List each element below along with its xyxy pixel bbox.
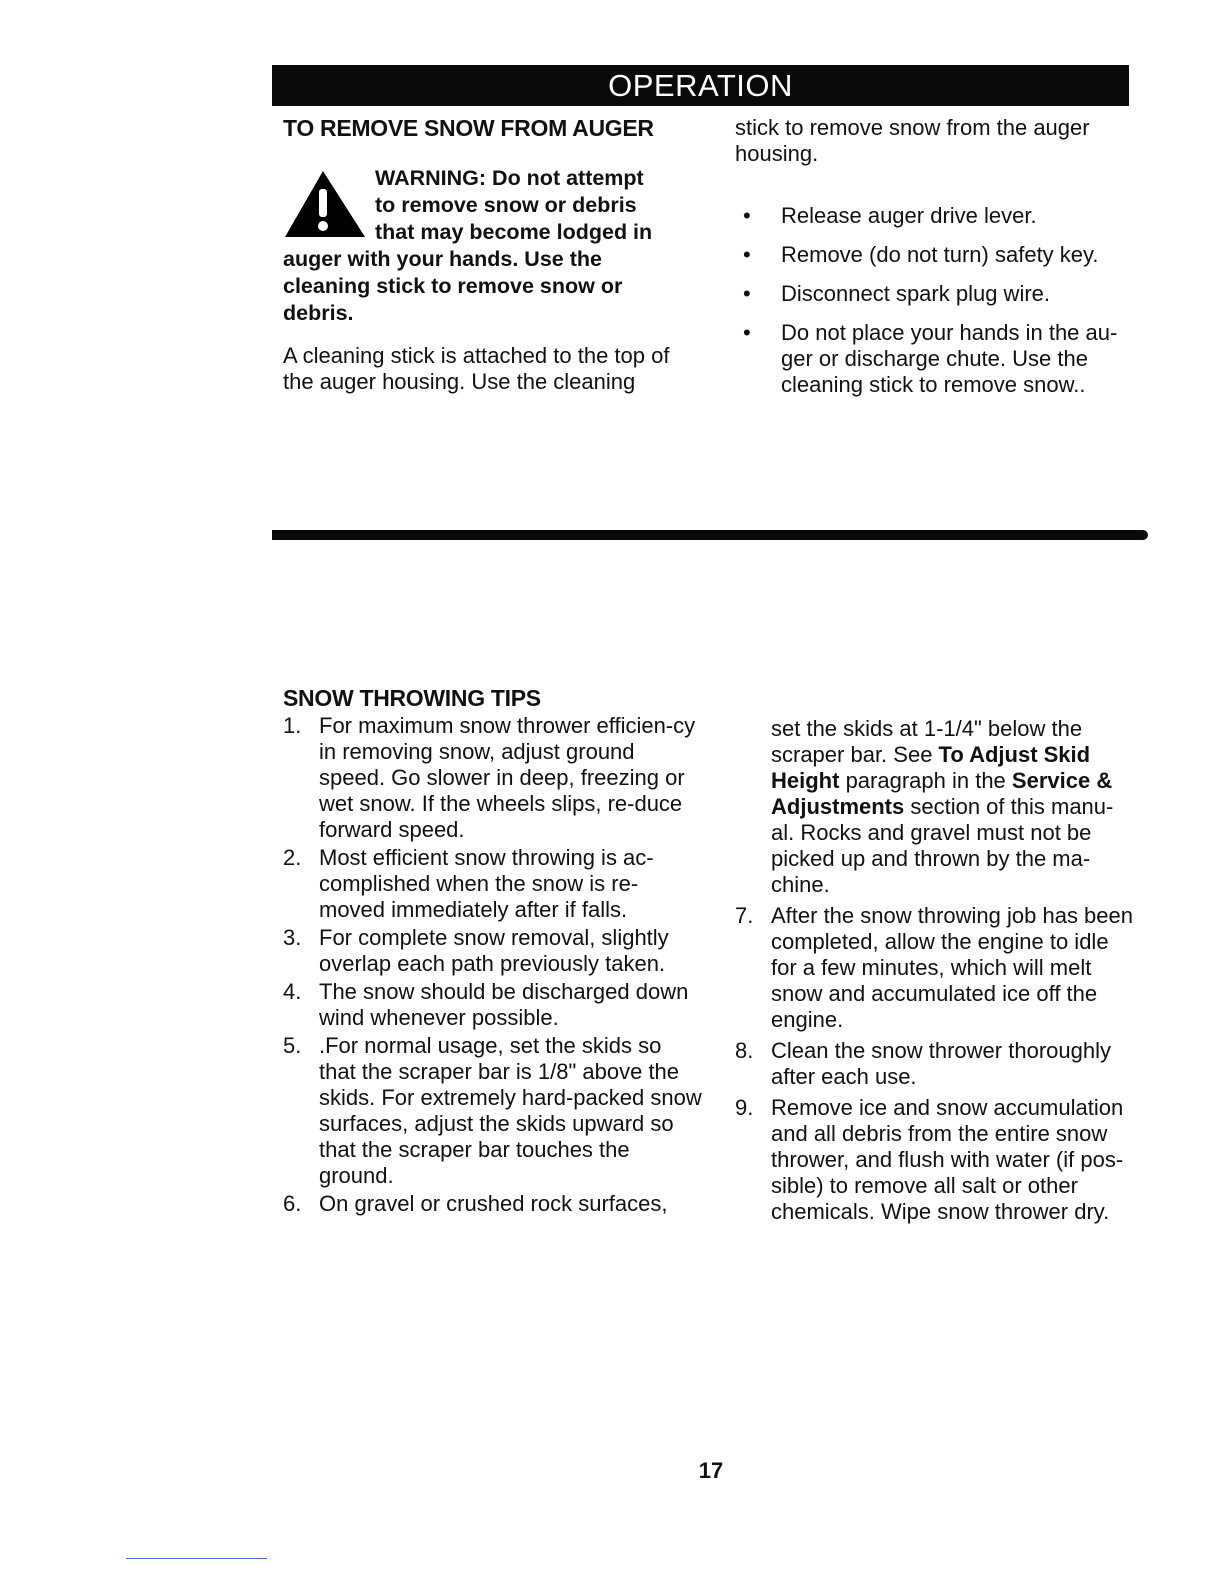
list-item: • Disconnect spark plug wire. xyxy=(735,281,1130,307)
list-item xyxy=(735,1095,1135,1225)
item-text: After the snow throwing job has been completed, allow the engine to idle for a few minutes, which will melt snow and accumulated ice off the engine. xyxy=(771,903,1134,1032)
item-text: set the skids at 1-1/4" below the scraper bar. See xyxy=(771,716,1083,767)
warning-line: WARNING: Do not attempt xyxy=(375,166,644,190)
item-6-continuation xyxy=(735,716,1135,898)
list-item xyxy=(283,845,703,923)
footer-line xyxy=(126,1558,267,1559)
section-divider xyxy=(272,530,1148,540)
list-item xyxy=(283,1191,703,1217)
tips-section-continued xyxy=(735,716,1135,1225)
item-number: 3. xyxy=(283,925,302,950)
item-number: 9. xyxy=(735,1095,754,1120)
list-item xyxy=(735,1038,1135,1090)
item-number: 7. xyxy=(735,903,754,928)
cleaning-stick-paragraph: A cleaning stick is attached to the top of the auger housing. Use the cleaning xyxy=(283,343,670,394)
item-text: .For normal usage, set the skids so that the scraper bar is 1/8" above the skids. For extremely hard-packed snow surfaces, adjust the skids upward so that the scraper bar touches the ground. xyxy=(319,1033,702,1188)
item-text: For complete snow removal, slightly overlap each path previously taken. xyxy=(319,925,669,976)
warning-triangle-icon xyxy=(283,169,367,239)
item-number: 5. xyxy=(283,1033,302,1058)
item-number: 8. xyxy=(735,1038,754,1063)
tips-list-left xyxy=(283,713,703,1217)
tips-section xyxy=(283,685,703,1217)
list-item xyxy=(283,713,703,843)
remove-snow-heading: TO REMOVE SNOW FROM AUGER xyxy=(283,115,654,141)
item-text: Remove ice and snow accumulation and all debris from the entire snow thrower, and flush with water (if pos-sible) to remove all salt or other chemicals. Wipe snow thrower dry. xyxy=(771,1095,1124,1224)
skid-height-reference: To Adjust Skid Height xyxy=(771,742,1091,793)
list-item xyxy=(283,979,703,1031)
item-text: section of this manu-al. Rocks and gravel must not be picked up and thrown by the ma-chine. xyxy=(771,794,1114,897)
warning-block xyxy=(283,165,703,327)
tips-heading: SNOW THROWING TIPS xyxy=(283,685,541,711)
section-header-operation: OPERATION xyxy=(272,65,1129,106)
item-text: For maximum snow thrower efficien-cy in removing snow, adjust ground speed. Go slower in deep, freezing or wet snow. If the wheels slips, re-duce forward speed. xyxy=(319,713,696,842)
remove-snow-section xyxy=(283,115,703,395)
list-item: • Release auger drive lever. xyxy=(735,203,1130,229)
warning-line: to remove snow or debris xyxy=(375,193,637,217)
item-number: 6. xyxy=(283,1191,302,1216)
warning-text: auger with your hands. Use the cleaning stick to remove snow or debris. xyxy=(283,247,623,325)
item-number: 4. xyxy=(283,979,302,1004)
list-item: • Do not place your hands in the au-ger or discharge chute. Use the cleaning stick to remove snow.. xyxy=(735,320,1130,398)
safety-steps-list xyxy=(735,203,1130,398)
item-text: Clean the snow thrower thoroughly after each use. xyxy=(771,1038,1111,1089)
item-text: paragraph in the xyxy=(839,768,1012,793)
item-number: 1. xyxy=(283,713,302,738)
item-text: On gravel or crushed rock surfaces, xyxy=(319,1191,668,1216)
item-text: Most efficient snow throwing is ac-complished when the snow is re-moved immediately after if falls. xyxy=(319,845,654,922)
item-number: 2. xyxy=(283,845,302,870)
list-item xyxy=(283,925,703,977)
list-item xyxy=(283,1033,703,1189)
list-item: • Remove (do not turn) safety key. xyxy=(735,242,1130,268)
list-item xyxy=(735,903,1135,1033)
remove-snow-continued xyxy=(735,115,1130,411)
cleaning-stick-continuation: stick to remove snow from the auger housing. xyxy=(735,115,1090,166)
warning-line: that may become lodged in xyxy=(375,220,653,244)
item-text: The snow should be discharged down wind whenever possible. xyxy=(319,979,689,1030)
tips-list-right xyxy=(735,903,1135,1225)
page-number: 17 xyxy=(698,1458,724,1483)
service-section-reference: Service & Adjustments xyxy=(771,768,1113,819)
